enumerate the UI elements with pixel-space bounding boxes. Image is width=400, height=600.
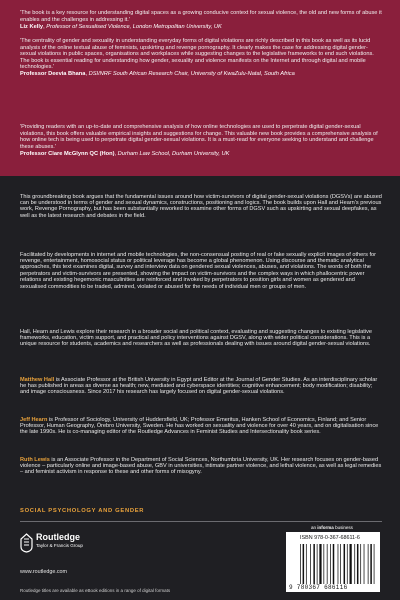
barcode-bar xyxy=(344,544,346,584)
quote-author: Professor Clare McGlynn QC (Hon) xyxy=(20,150,115,157)
endorsement-quote xyxy=(20,124,382,157)
description-paragraph: Hall, Hearn and Lewis explore their research in a broader social and political context, evaluating and suggesting changes to existing legislative frameworks, education, victim support, and practical and policy interventions against DGSV, along with wider political considerations. This is a unique resource for students, academics and researchers as well as professionals dealing with issues around digital gender-sexual violations. xyxy=(20,328,372,348)
barcode-bar xyxy=(300,544,301,584)
quote-attribution: Liz Kelly, Professor of Sexualised Violence, London Metropolitan University, UK xyxy=(20,23,222,30)
barcode-bar xyxy=(317,544,318,584)
informa-prefix: an xyxy=(311,525,317,530)
quote-author: Professor Deevia Bhana xyxy=(20,71,86,77)
author-name: Ruth Lewis xyxy=(20,456,50,463)
quote-text: 'The centrality of gender and sexuality in understanding everyday forms of digital violations are richly described in this book as well as its lucid analysis of the online textual abuse of feminists, upskirting and revenge pornography. It clearly makes the case for addressing digital gender-sexual violations in public spaces, organisations and workplaces while suggesting changes to the legislative frameworks to end such violations. The book is essential reading for understanding how gender, sexuality and violence manifests on the Internet and through digital and mobile technologies.' xyxy=(20,38,374,70)
barcode-bar xyxy=(360,544,361,584)
author-bio xyxy=(20,377,382,396)
quote-affiliation: Durham Law School, Durham University, UK xyxy=(117,150,230,157)
informa-badge xyxy=(311,525,353,530)
author-bio-text: is Professor of Sociology, University of Huddersfield, UK; Professor Emeritus, Hanken School of Economics, Finland; and Senior Professor, Human Geography, Örebro University, Sweden. He has worked on sexuality and violence for over 40 years, and on digitalisation since the late 1990s. He is co-managing editor of the Routledge Advances in Feminist Studies and Intersectionality book series. xyxy=(20,416,379,436)
barcode-bar xyxy=(310,544,311,584)
quote-attribution: Professor Clare McGlynn QC (Hon), Durham Law School, Durham University, UK xyxy=(20,150,230,157)
barcode-bar xyxy=(364,544,365,584)
publisher-group: Taylor & Francis Group xyxy=(36,543,83,548)
isbn-label: ISBN 978-0-367-68611-6 xyxy=(300,535,360,541)
barcode-bar xyxy=(330,544,331,584)
barcode-bar xyxy=(338,544,339,584)
quote-text: 'Providing readers with an up-to-date and comprehensive analysis of how online technologies are used to perpetrate digital gender-sexual violations, this book offers valuable empirical insights and suggestions for change. This valuable new book provides a comprehensive analysis of how online tech is being used to perpetrate digital gender-sexual violations. It is a must-read for everyone seeking to understand and challenge these abuses.' xyxy=(20,124,378,150)
barcode-bar xyxy=(347,544,348,584)
quote-affiliation: Professor of Sexualised Violence, London Metropolitan University, UK xyxy=(46,23,222,30)
quote-affiliation: DSI/NRF South African Research Chair, University of KwaZulu-Natal, South Africa xyxy=(88,71,295,77)
author-name: Matthew Hall xyxy=(20,376,55,383)
endorsement-quote xyxy=(20,38,382,78)
publisher-website[interactable]: www.routledge.com xyxy=(20,569,68,575)
barcode-bar xyxy=(313,544,315,584)
barcode-bar xyxy=(340,544,341,584)
barcode-bar xyxy=(350,544,352,584)
ebook-note: Routledge titles are available as eBook editions in a range of digital formats xyxy=(20,588,171,593)
informa-brand: informa xyxy=(317,525,334,530)
barcode-bar xyxy=(306,544,307,584)
barcode-bar xyxy=(323,544,324,584)
barcode-bar xyxy=(303,544,305,584)
divider xyxy=(20,521,382,522)
author-name: Jeff Hearn xyxy=(20,416,48,423)
author-bio xyxy=(20,457,382,476)
author-bio-text: is an Associate Professor in the Department of Social Sciences, Northumbria University, UK. Her research focuses on gender-based violence – particularly online and image-based abuse, GBV in universities, intimate partner violence, and lethal violence, as well as legal remedies – and feminist activism in response to these and other forms of misogyny. xyxy=(20,456,382,476)
barcode-bar xyxy=(327,544,328,584)
barcode-bar xyxy=(370,544,372,584)
quote-author: Liz Kelly xyxy=(20,23,44,30)
publisher-name: Routledge xyxy=(36,532,80,542)
endorsements-band xyxy=(0,0,400,176)
barcode-bar xyxy=(374,544,375,584)
endorsement-quote xyxy=(20,10,382,30)
author-bio-text: is Associate Professor at the British University in Egypt and Editor at the Journal of Gender Studies. As an interdisciplinary scholar he has published in areas as diverse as health; new, mediated and cyberspace identities; cognitive enhancement; body modification; disability; and image consciousness. Since 2017 his research has largely focused on digital gender-sexual violations. xyxy=(20,376,378,396)
barcode-bar xyxy=(357,544,359,584)
barcode xyxy=(300,544,376,584)
barcode-bar xyxy=(354,544,355,584)
author-bio xyxy=(20,417,382,436)
barcode-bar xyxy=(319,544,321,584)
routledge-logo-icon xyxy=(20,533,33,553)
barcode-bar xyxy=(333,544,335,584)
quote-attribution: Professor Deevia Bhana, DSI/NRF South African Research Chair, University of KwaZulu-Natal, South Africa xyxy=(20,71,295,77)
informa-suffix: business xyxy=(335,525,353,530)
barcode-bar xyxy=(368,544,369,584)
description-paragraph: This groundbreaking book argues that the fundamental issues around how victim-survivors of digital gender-sexual violations (DGSVs) are abused can be understood in terms of gender and sexual dynamics, constructions, positioning and logics. The book builds upon Hall and Hearn's previous work, Revenge Pornography, but has been substantially reworked to examine other forms of DGSV such as upskirting and sexual deepfakes, as well as the latest research and debates in the field. xyxy=(20,193,382,219)
barcode-number: 9 780367 686116 xyxy=(289,584,348,591)
series-title: SOCIAL PSYCHOLOGY AND GENDER xyxy=(20,508,145,514)
quote-text: 'The book is a key resource for understanding digital spaces as a growing conducive context for sexual violence, the old and new forms of abuse it enables and the challenges in addressing it.' xyxy=(20,10,382,23)
publisher-logo xyxy=(20,531,130,561)
description-paragraph: Facilitated by developments in internet and mobile technologies, the non-consensual posting of real or fake sexually explicit images of others for revenge, entertainment, homosocial status or political leverage has become a global phenomenon. Using discourse and thematic analytical approaches, this text examines digital, survey and interview data on gendered sexual violences, abuses, and violations. The words of both the perpetrators and victim-survivors are presented, showing the impact on victim-survivors and the complex ways in which phallocentric power relations and existing hegemonic masculinities are reinforced and invoked by perpetrators to position girls and women as gendered and sexualised commodities to be traded, admired, violated or abused for the needs of individual men or groups of men. xyxy=(20,251,377,290)
